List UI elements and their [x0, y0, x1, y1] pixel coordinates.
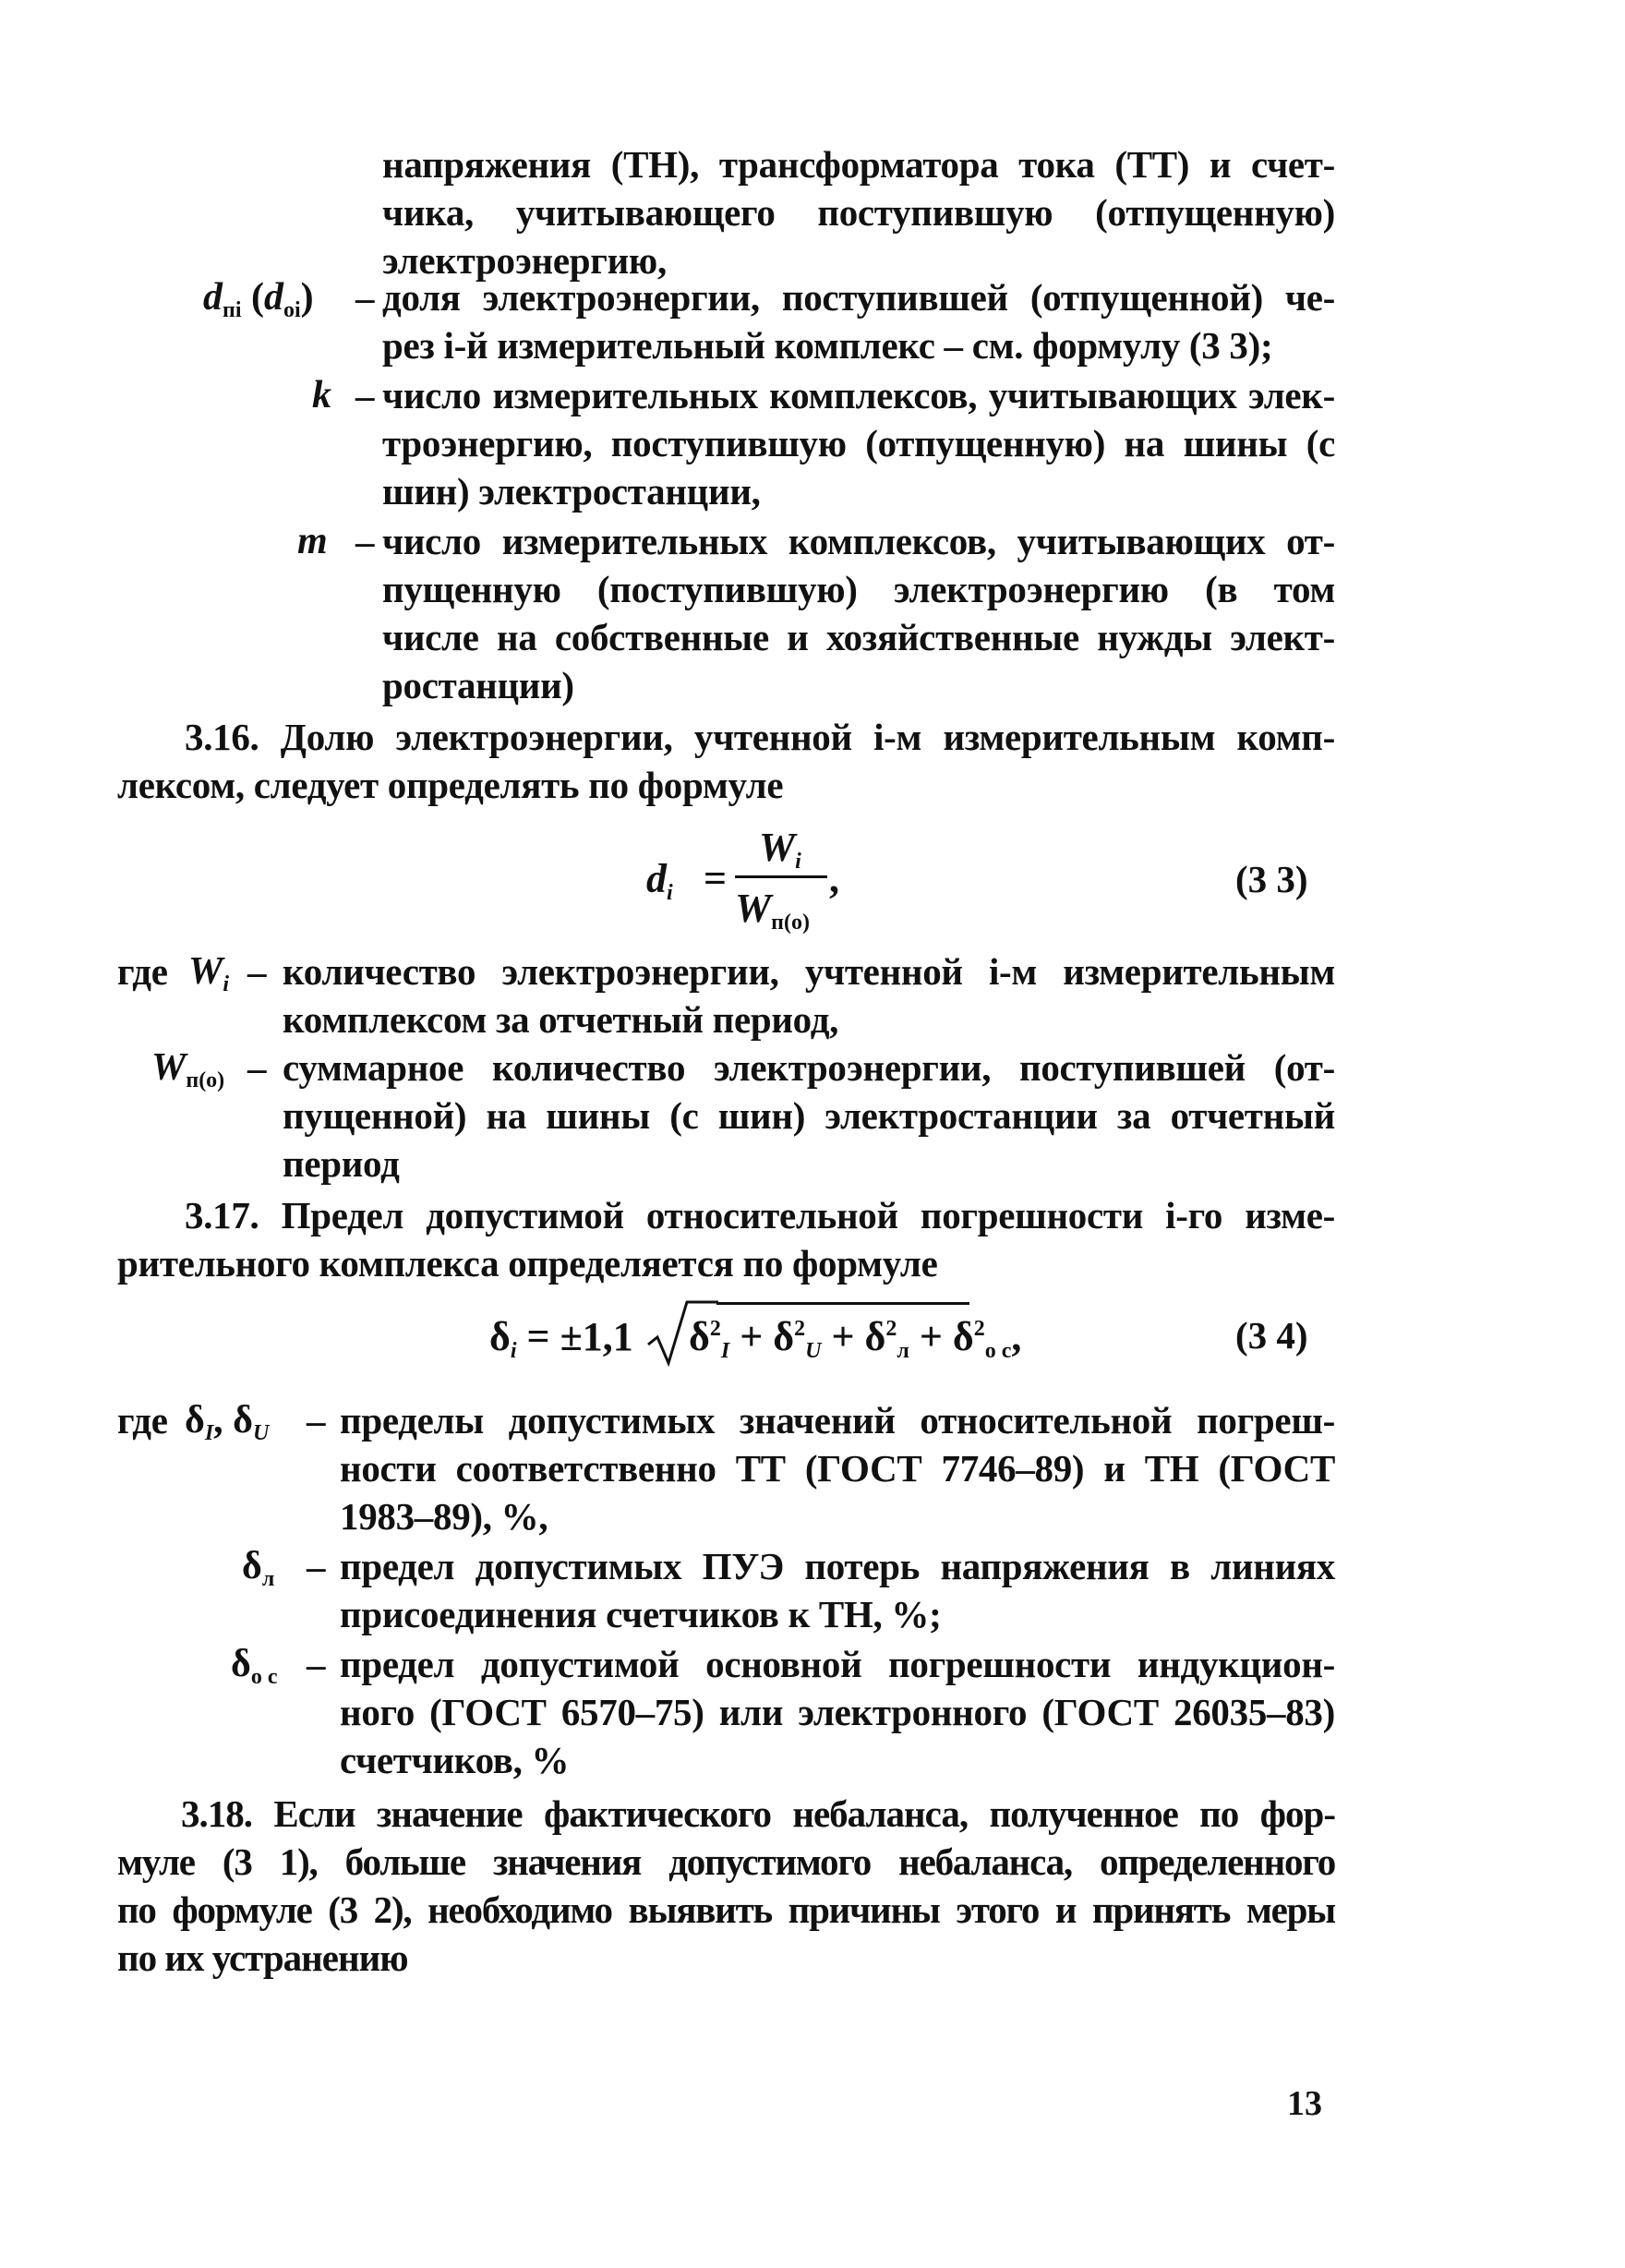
where-prefix: где — [117, 950, 168, 993]
def-dIU-line-1: пределы допустимых значений относительной погреш- — [340, 1399, 1335, 1442]
def-m-line-4: ростанции) — [382, 664, 574, 706]
formula-equals: = — [704, 856, 728, 901]
def-Wpo-line-1: суммарное количество электроэнергии, поступившей (от- — [283, 1046, 1335, 1089]
formula-rhs-prefix: = ±1,1 — [526, 1314, 633, 1359]
formula-3-4 — [489, 1313, 633, 1363]
paragraph-3-16-line-2: лексом, следует определять по формуле — [117, 764, 784, 806]
def-d-line-1: доля электроэнергии, поступившей (отпущенной) че- — [382, 276, 1335, 319]
def-Wpo-line-3: период — [283, 1142, 400, 1185]
symbol-W-po: $W_{п(о)}$ — [151, 1046, 225, 1092]
section-number: 3.16. — [185, 716, 259, 758]
definition-dash: – — [355, 374, 375, 416]
definition-dash: – — [307, 1545, 326, 1587]
def-k-line-2: троэнергию, поступившую (отпущенную) на шины (с — [382, 422, 1335, 464]
paragraph-3-16-line-1: 3.16. Долю электроэнергии, учтенной i-м измерительным комп- — [185, 716, 1335, 758]
def-doc-line-3: счетчиков, % — [340, 1739, 570, 1781]
formula-comma: , — [829, 856, 839, 901]
fraction-bar — [735, 875, 827, 878]
paragraph-3-18-line-1: 3.18. Если значение фактического небаланса, полученное по фор- — [181, 1792, 1335, 1835]
paragraph-3-17-line-2: рительного комплекса определяется по формуле — [117, 1242, 938, 1285]
paragraph-3-18-line-3: по формуле (3 2), необходимо выявить причины этого и принять меры — [117, 1888, 1335, 1931]
def-dl-line-1: предел допустимых ПУЭ потерь напряжения в линиях — [340, 1545, 1335, 1587]
def-W-line-2: комплексом за отчетный период, — [283, 998, 839, 1041]
def-doc-line-1: предел допустимой основной погрешности индукцион- — [340, 1643, 1335, 1685]
fraction-denominator: $W_{п(о)}$ — [735, 886, 810, 935]
symbol-delta-I-delta-U: $\delta_I$, $\delta_U$ — [185, 1399, 270, 1445]
symbol-W-i: $W_i$ — [188, 950, 230, 996]
symbol-delta-l: $\delta_л$ — [242, 1545, 275, 1591]
def-k-line-3: шин) электростанции, — [382, 470, 761, 513]
equation-number-3-3: (3 3) — [1235, 858, 1308, 900]
section-number: 3.18. — [181, 1792, 252, 1835]
definition-dash: – — [247, 1046, 267, 1089]
page-number: 13 — [1287, 2084, 1322, 2123]
radical-overline — [716, 1302, 969, 1305]
section-number: 3.17. — [185, 1194, 259, 1237]
symbol-d-pi-d-oi: $d_{пi}$ $(d_{оi})$ — [203, 276, 314, 322]
symbol-k: k — [312, 374, 331, 416]
fraction-numerator: $W_i$ — [759, 825, 801, 874]
def-W-line-1: количество электроэнергии, учтенной i-м измерительным — [283, 950, 1335, 993]
paragraph-3-18-line-2: муле (3 1), больше значения допустимого небаланса, определенного — [117, 1840, 1335, 1883]
definition-dash: – — [307, 1399, 326, 1442]
def-m-line-3: числе на собственные и хозяйственные нужды элект- — [382, 616, 1335, 658]
paragraph-3-17-line-1: 3.17. Предел допустимой относительной погрешности i-го изме- — [185, 1194, 1335, 1237]
def-k-line-1: число измерительных комплексов, учитывающих элек- — [382, 374, 1335, 416]
definition-dash: – — [355, 276, 375, 319]
definition-dash: – — [355, 520, 375, 562]
def-doc-line-2: ного (ГОСТ 6570–75) или электронного (ГОСТ 26035–83) — [340, 1691, 1335, 1733]
radicand: $\delta^2_I + \delta^2_U + \delta^2_л + \delta^2_{о с}$, — [689, 1314, 1022, 1363]
where-prefix: где — [117, 1399, 168, 1442]
formula-lhs: $d_i$ — [646, 856, 673, 905]
intro-line-1: напряжения (ТН), трансформатора тока (ТТ) и счет- — [382, 143, 1335, 186]
intro-line-2: чика, учитывающего поступившую (отпущенную) — [382, 191, 1335, 234]
equation-number-3-4: (3 4) — [1235, 1314, 1308, 1357]
def-dIU-line-2: ности соответственно ТТ (ГОСТ 7746–89) и ТН (ГОСТ — [340, 1447, 1335, 1490]
symbol-delta-oc: $\delta_{о с}$ — [231, 1643, 278, 1689]
paragraph-3-18-line-4: по их устранению — [117, 1936, 408, 1979]
def-Wpo-line-2: пущенной) на шины (с шин) электростанции за отчетный — [283, 1094, 1335, 1137]
symbol-m: m — [297, 520, 328, 562]
intro-line-3: электроэнергию, — [382, 239, 667, 282]
def-d-line-2: рез i-й измерительный комплекс – см. формулу (3 3); — [382, 324, 1273, 367]
formula-lhs: $\delta_i$ — [489, 1314, 517, 1363]
definition-dash: – — [247, 950, 267, 993]
def-dIU-line-3: 1983–89), %, — [340, 1495, 548, 1538]
def-dl-line-2: присоединения счетчиков к ТН, %; — [340, 1593, 942, 1635]
def-m-line-2: пущенную (поступившую) электроэнергию (в том — [382, 568, 1335, 610]
definition-dash: – — [307, 1643, 326, 1685]
def-m-line-1: число измерительных комплексов, учитывающих от- — [382, 520, 1335, 562]
